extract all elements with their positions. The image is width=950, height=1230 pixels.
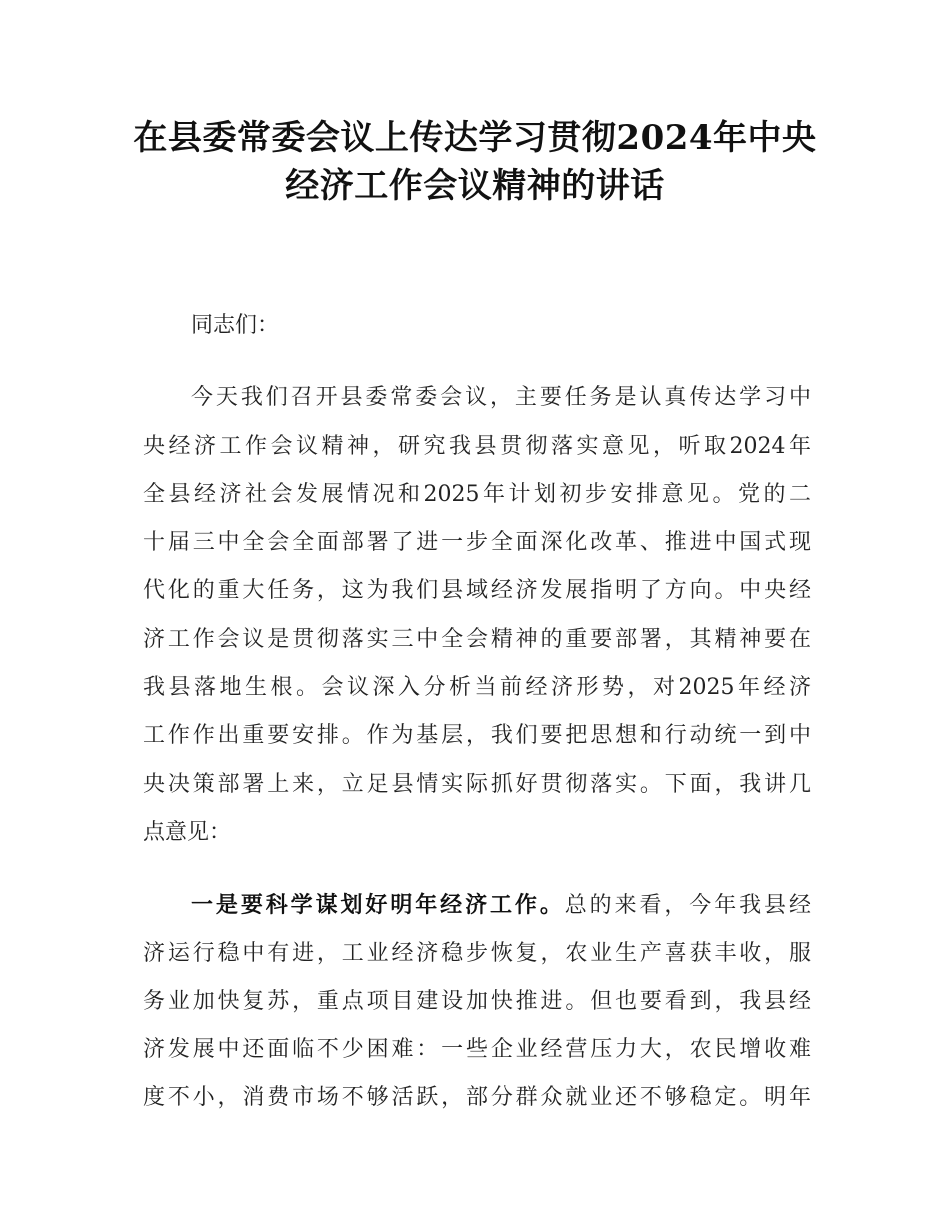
paragraph-line: 济工作会议是贯彻落实三中全会精神的重要部署，其精神要在 [143,626,811,652]
paragraph-line: 工作作出重要安排。作为基层，我们要把思想和行动统一到中 [143,723,811,749]
paragraph-line: 度不小，消费市场不够活跃，部分群众就业还不够稳定。明年 [143,1085,811,1111]
paragraph-line: 全县经济社会发展情况和2025年计划初步安排意见。党的二 [143,481,811,507]
section-heading: 一是要科学谋划好明年经济工作。 [191,892,565,919]
paragraph-1 [143,374,811,857]
title-line-1: 在县委常委会议上传达学习贯彻2024年中央 [133,118,817,158]
paragraph-line: 十届三中全会全面部署了进一步全面深化改革、推进中国式现 [143,530,811,556]
paragraph-gap [143,350,811,374]
paragraph-text: 总的来看，今年我县经 [564,893,811,919]
paragraph-line: 务业加快复苏，重点项目建设加快推进。但也要看到，我县经 [143,988,811,1014]
paragraph-line: 济发展中还面临不少困难：一些企业经营压力大，农民增收难 [143,1037,811,1063]
document-body [143,302,811,1123]
paragraph-line: 央决策部署上来，立足县情实际抓好贯彻落实。下面，我讲几 [143,771,811,797]
paragraph-2 [143,881,811,1122]
paragraph-line: 今天我们召开县委常委会议，主要任务是认真传达学习中 [191,385,811,411]
paragraph-line: 央经济工作会议精神，研究我县贯彻落实意见，听取2024年 [143,433,811,459]
title-line-2: 经济工作会议精神的讲话 [285,166,665,206]
paragraph-line: 代化的重大任务，这为我们县域经济发展指明了方向。中央经 [143,578,811,604]
paragraph-gap [143,857,811,881]
paragraph-line: 点意见： [143,819,232,845]
document-title [100,114,850,210]
paragraph-line: 我县落地生根。会议深入分析当前经济形势，对2025年经济 [143,675,811,701]
paragraph-line: 济运行稳中有进，工业经济稳步恢复，农业生产喜获丰收，服 [143,940,811,966]
salutation: 同志们： [191,313,280,338]
paragraph-first-line [143,881,811,929]
